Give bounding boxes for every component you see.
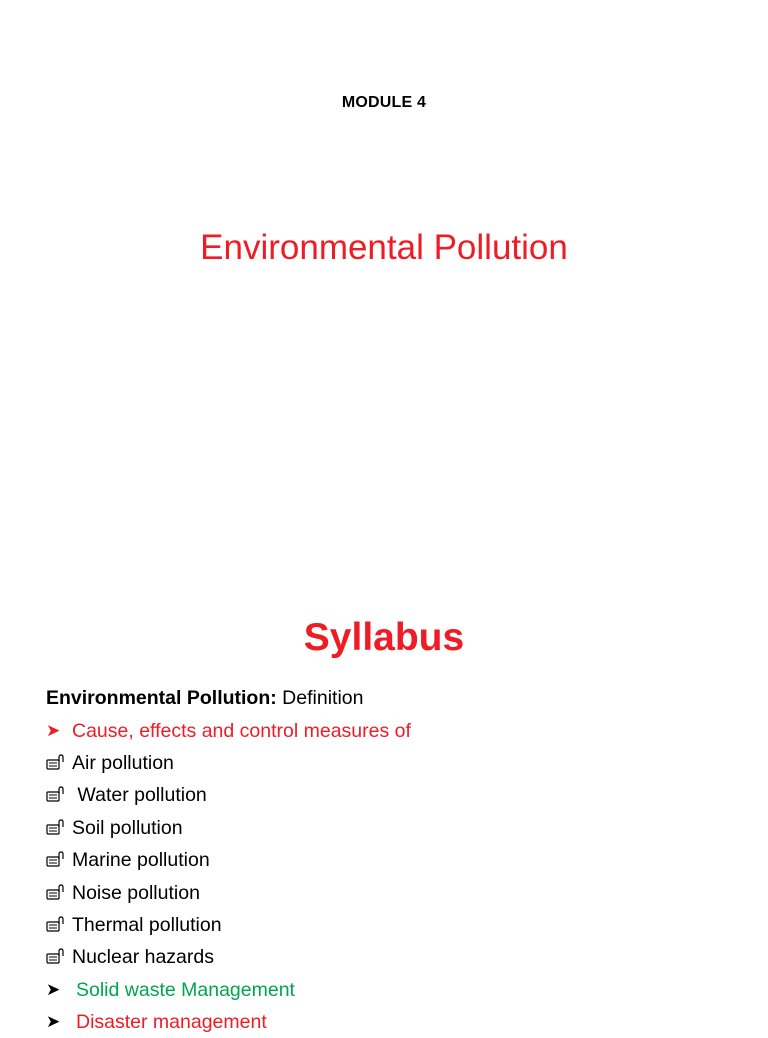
pollution-item-label: Water pollution: [72, 784, 207, 807]
disaster-item: [46, 1006, 746, 1038]
pointing-hand-icon: [46, 754, 70, 772]
definition-text: Definition: [276, 687, 364, 710]
causes-item: [46, 714, 746, 746]
pollution-item-label: Air pollution: [72, 751, 174, 774]
pollution-item-label: Marine pollution: [72, 849, 210, 872]
pointing-hand-icon: [46, 916, 70, 934]
pollution-item-nuclear: [46, 941, 746, 973]
module-label: MODULE 4: [341, 94, 427, 111]
arrow-bullet-icon: ➤: [46, 979, 61, 999]
pollution-item-label: Soil pollution: [72, 816, 183, 839]
pollution-item-thermal: [46, 909, 746, 941]
pointing-hand-icon: [46, 819, 70, 837]
pointing-hand-icon: [46, 884, 70, 902]
pollution-item-label: Nuclear hazards: [72, 946, 214, 969]
pollution-item-water: [46, 779, 746, 811]
pollution-item-label: Noise pollution: [72, 881, 200, 904]
pollution-item-soil: [46, 812, 746, 844]
syllabus-slide: [0, 560, 768, 1034]
pollution-item-marine: [46, 844, 746, 876]
arrow-bullet-icon: ➤: [46, 1012, 61, 1032]
pollution-item-air: [46, 747, 746, 779]
arrow-bullet-icon: ➤: [46, 720, 61, 740]
slide-title: Environmental Pollution: [200, 228, 568, 267]
definition-heading: Environmental Pollution:: [46, 687, 277, 710]
causes-text: Cause, effects and control measures of: [72, 719, 411, 742]
disaster-text: Disaster management: [76, 1011, 267, 1034]
solid-waste-item: [46, 974, 746, 1006]
pointing-hand-icon: [46, 948, 70, 966]
syllabus-title: Syllabus: [303, 616, 465, 659]
pollution-item-label: Thermal pollution: [72, 913, 222, 936]
syllabus-list: [46, 682, 746, 1038]
definition-item: [46, 682, 746, 714]
pointing-hand-icon: [46, 851, 70, 869]
solid-waste-text: Solid waste Management: [76, 978, 295, 1001]
pointing-hand-icon: [46, 786, 70, 804]
pollution-item-noise: [46, 876, 746, 908]
